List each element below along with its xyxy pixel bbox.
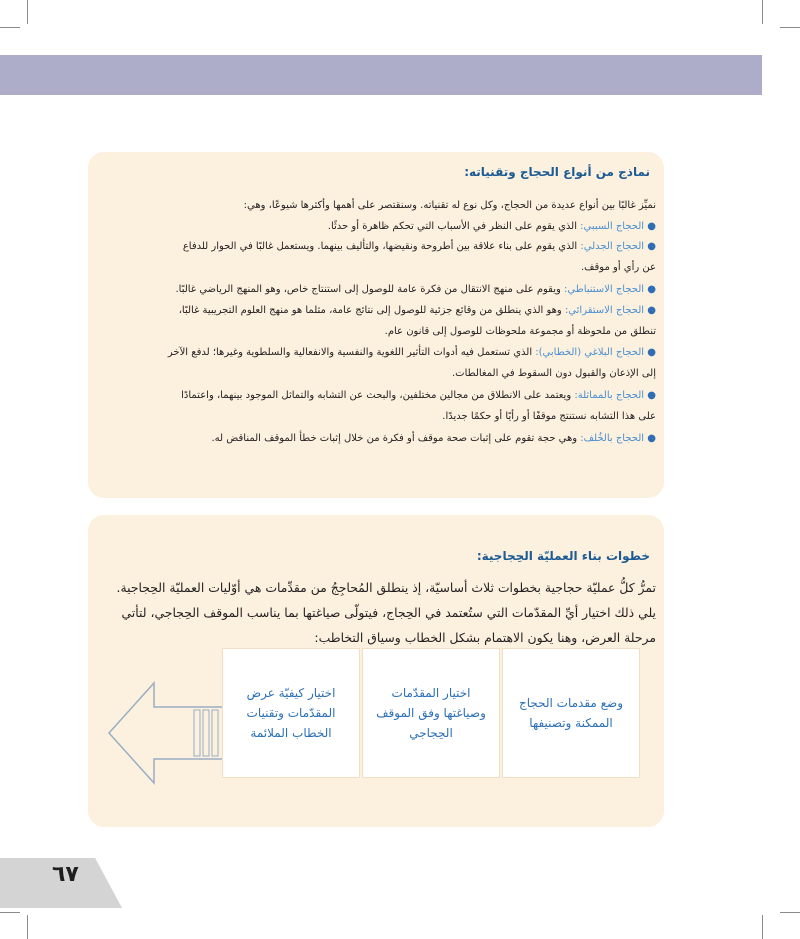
step-box — [222, 648, 360, 778]
section-title: نماذج من أنواع الحجاج وتقنياته: — [464, 165, 650, 179]
term-label: الحجاج الجدلي: — [580, 241, 645, 252]
bullet-icon: ● — [647, 305, 656, 316]
list-item — [328, 220, 656, 234]
section-title: خطوات بناء العمليّة الحِجاجية: — [476, 549, 650, 563]
paragraph-line: يلي ذلك اختيار أيِّ المقدّمات التي ستُعتمد في الحِجاج، فيتولّى صياغتها بما يناسب الموقف الحِجاجي، لتأتي — [121, 605, 656, 620]
term-label: الحجاج بالخُلف: — [580, 433, 645, 444]
item-text: وهو الذي ينطلق من وقائع جزئية للوصول إلى نتائج عامة، مثلما هو منهج العلوم التجريبية غالبًا، — [178, 305, 565, 316]
step-text: المقدّمات وتقنيات — [246, 706, 336, 720]
step-text: الممكنة وتصنيفها — [529, 716, 613, 730]
crop-mark — [0, 912, 20, 913]
step-text: الحِجاجي — [409, 726, 453, 740]
step-box — [502, 648, 640, 778]
crop-mark — [762, 915, 763, 939]
item-continuation: على هذا التشابه نستنتج موقفًا أو رأيًا أو حكمًا جديدًا. — [442, 411, 656, 422]
term-label: الحجاج البلاغي (الخطابي): — [535, 347, 645, 358]
intro-text: نميِّز غالبًا بين أنواع عديدة من الحجاج، وكل نوع له تقنياته. وسنقتصر على أهمها وأكثرها شيوعًا، وهي: — [243, 200, 656, 211]
item-text: ويعتمد على الانطلاق من مجالين مختلفين، والبحث عن التشابه والتماثل الموجود بينهما، واعتمادًا — [181, 390, 575, 401]
list-item — [175, 283, 656, 297]
bullet-icon: ● — [647, 433, 656, 444]
list-item — [183, 240, 656, 254]
term-label: الحجاج السببي: — [580, 221, 645, 232]
flow-arrow-icon — [108, 681, 230, 785]
list-item — [211, 432, 656, 446]
term-label: الحجاج بالمماثلة: — [574, 390, 645, 401]
step-text: اختيار المقدّمات — [391, 686, 471, 700]
crop-mark — [27, 0, 28, 24]
paragraph-line: تمرُّ كلُّ عمليّة حجاجية بخطوات ثلاث أساسيّة، إذ ينطلق المُحاجِجُ من مقدِّمات هي أوّليات العمليّة الحِجاجية. — [116, 580, 656, 595]
list-item — [168, 346, 656, 360]
item-continuation: تنطلق من ملحوظة أو مجموعة ملحوظات للوصول إلى قانون عام. — [384, 326, 656, 337]
bullet-icon: ● — [647, 284, 656, 295]
crop-mark — [762, 0, 763, 24]
crop-mark — [780, 912, 800, 913]
item-text: الذي تستعمل فيه أدوات التأثير اللغوية والنفسية والانفعالية والسلطوية وغيرها؛ لدفع الآخر — [167, 347, 536, 358]
crop-mark — [780, 27, 800, 28]
list-item — [179, 304, 656, 318]
step-text: وضع مقدمات الحجاج — [518, 696, 624, 710]
list-item — [181, 389, 656, 403]
crop-mark — [27, 915, 28, 939]
term-label: الحجاج الاستنباطي: — [564, 284, 645, 295]
item-continuation: إلى الإذعان والقبول دون السقوط في المغالطات. — [451, 368, 656, 379]
argument-types-box — [88, 152, 664, 498]
item-continuation: عن رأي أو موقف. — [581, 262, 656, 273]
bullet-icon: ● — [647, 221, 656, 232]
step-box — [362, 648, 500, 778]
crop-mark — [0, 27, 20, 28]
page-number: ٦٧ — [52, 862, 79, 887]
item-text: الذي يقوم على النظر في الأسباب التي تحكم ظاهرة أو حدثًا. — [327, 221, 581, 232]
bullet-icon: ● — [647, 241, 656, 252]
step-text: الخطاب الملائمة — [250, 726, 332, 740]
paragraph-line: مرحلة العرض، وهنا يكون الاهتمام بشكل الخطاب وسياق التخاطب: — [314, 630, 656, 645]
step-text: اختيار كيفيّة عرض — [246, 686, 336, 700]
bullet-icon: ● — [647, 390, 656, 401]
item-text: ويقوم على منهج الانتقال من فكرة عامة للوصول إلى استنتاج خاص، وهو المنهج الرياضي غالبًا. — [175, 284, 565, 295]
item-text: وهي حجة تقوم على إثبات صحة موقف أو فكرة من خلال إثبات خطأ الموقف المناقض له. — [211, 433, 581, 444]
item-text: الذي يقوم على بناء علاقة بين أطروحة ونقيضها، والتأليف بينهما. ويستعمل غالبًا في الحوار للدفاع — [182, 241, 581, 252]
header-band — [0, 55, 762, 95]
term-label: الحجاج الاستقرائي: — [564, 305, 645, 316]
bullet-icon: ● — [647, 347, 656, 358]
step-text: وصياغتها وفق الموقف — [376, 706, 486, 720]
